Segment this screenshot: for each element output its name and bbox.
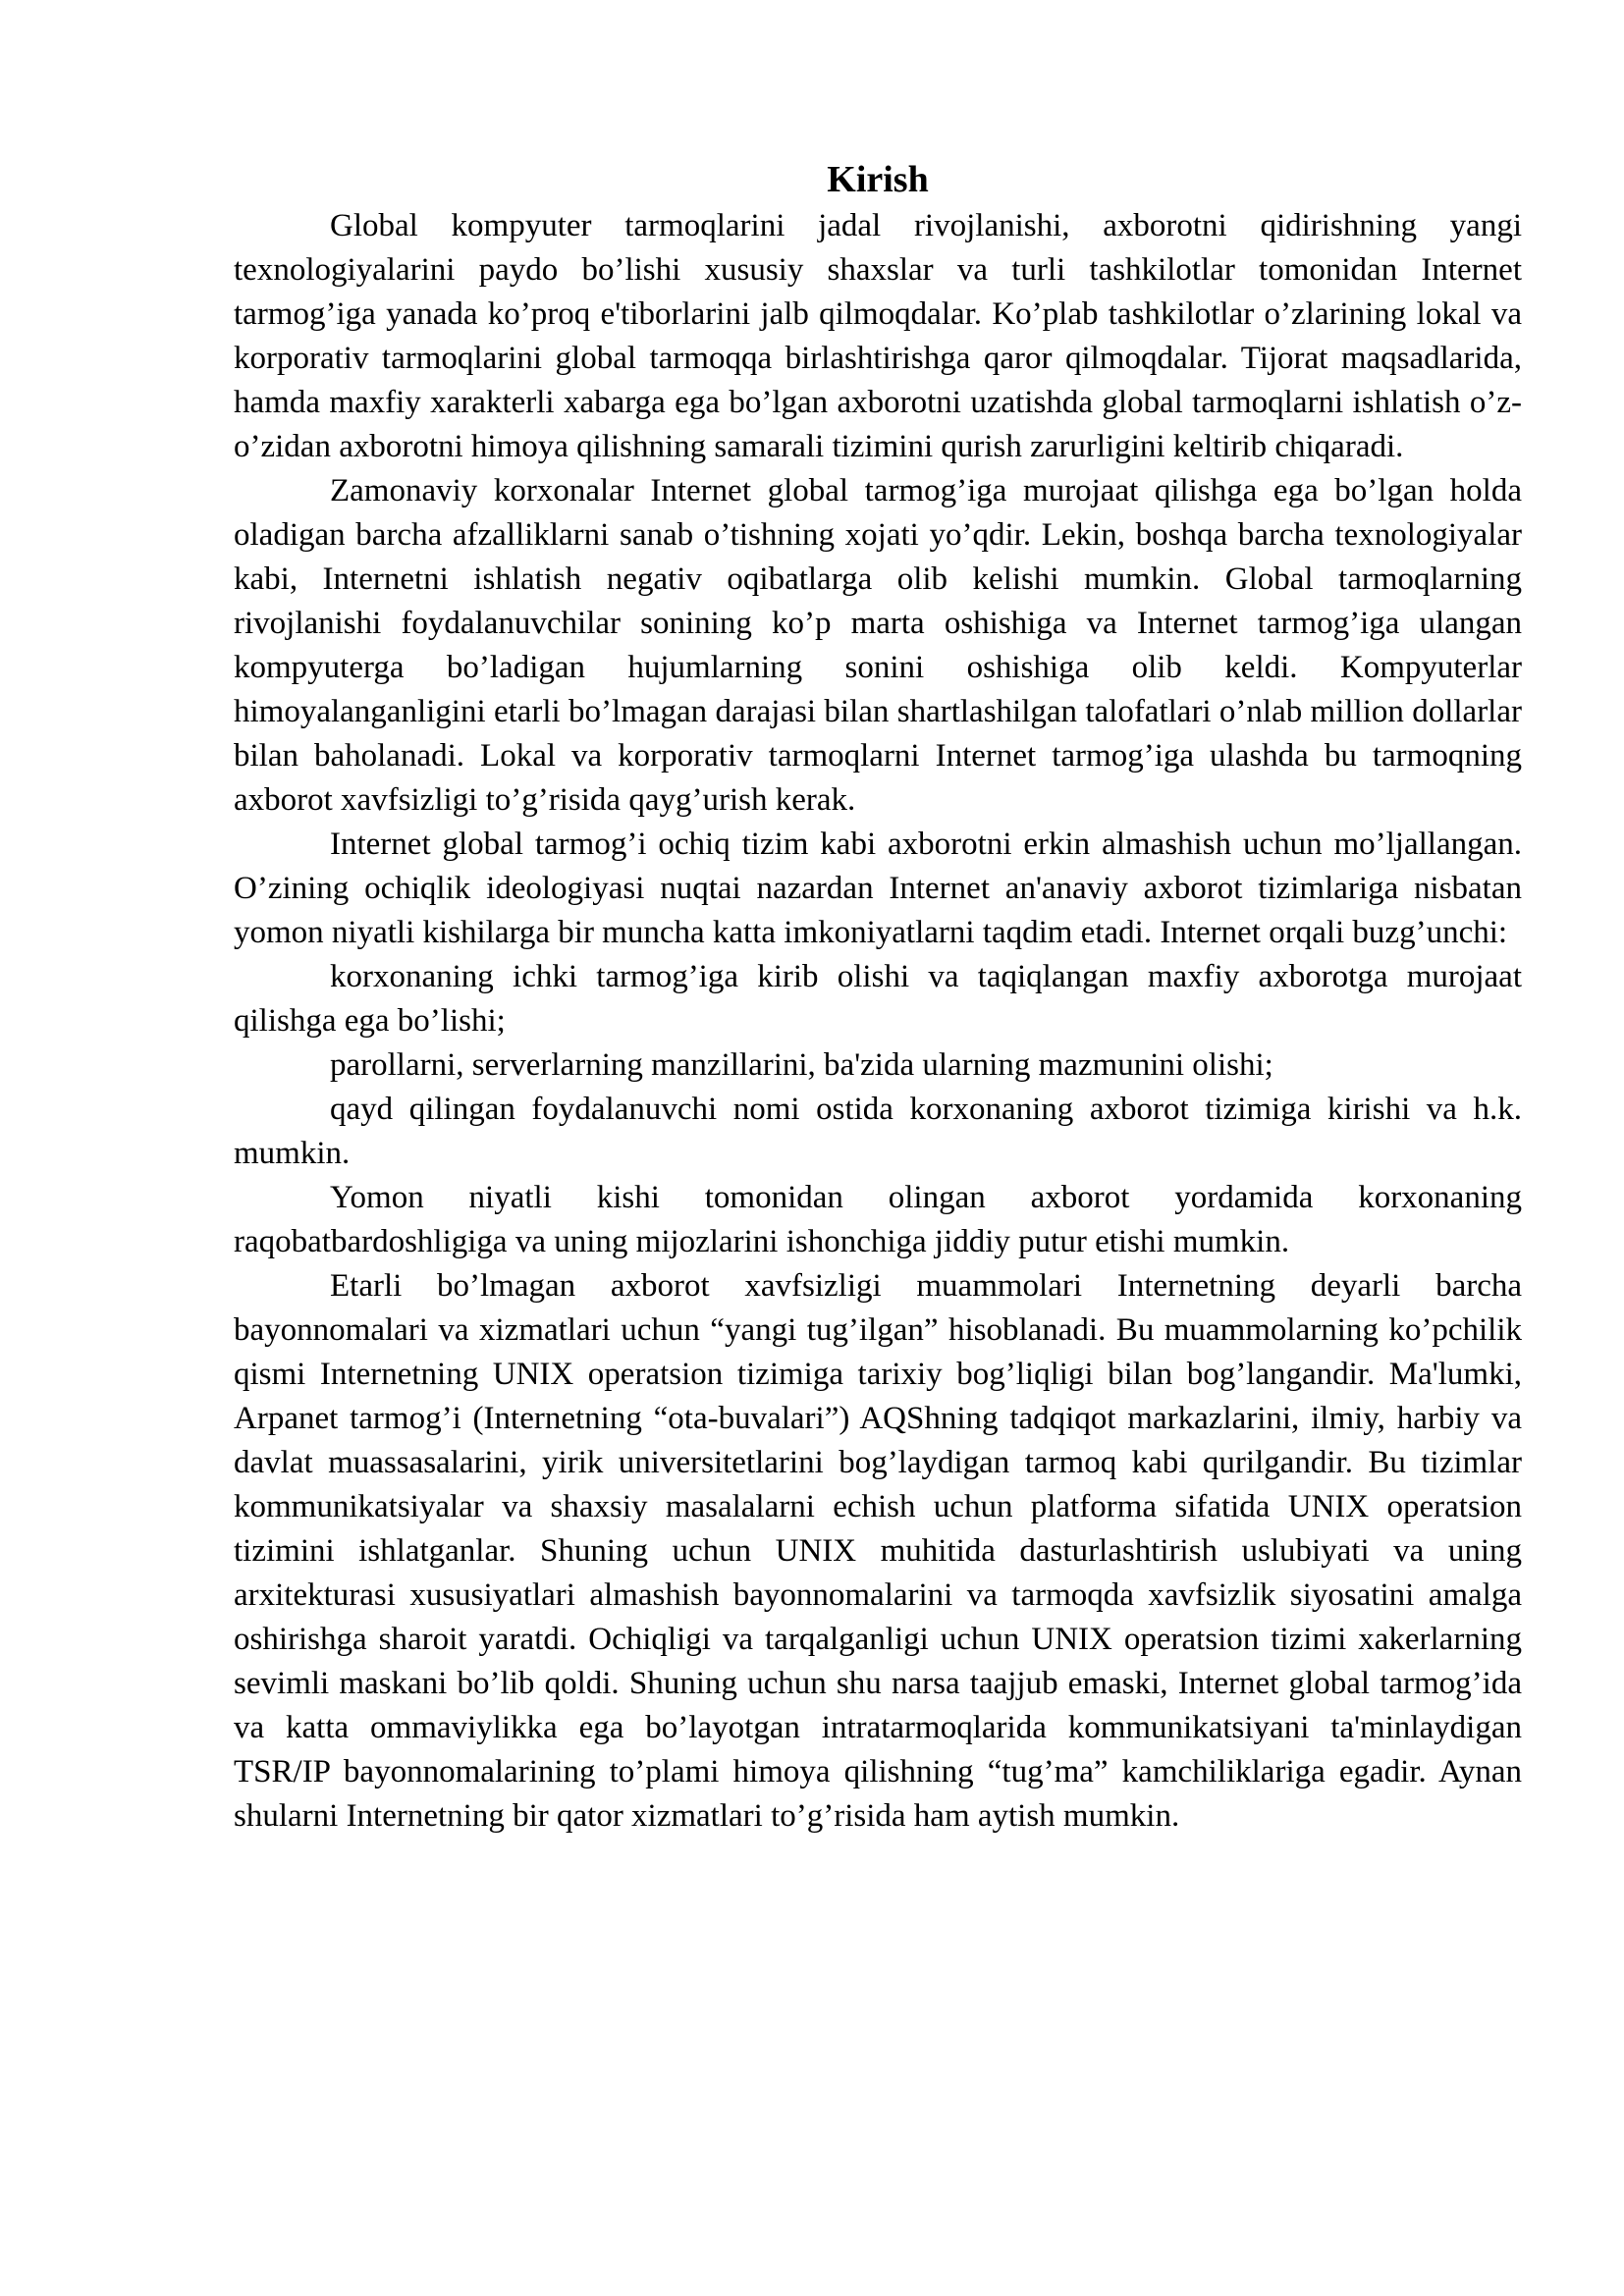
list-item-1: korxonaning ichki tarmog’iga kirib olishi va taqiqlangan maxfiy axborotga murojaat qilishga ega bo’lishi; — [234, 959, 1522, 1039]
paragraph-4: Yomon niyatli kishi tomonidan olingan axborot yordamida korxonaning raqobatbardoshligiga va uning mijozlarini ishonchiga jiddiy putur etishi mumkin. — [234, 1180, 1522, 1259]
paragraph-5: Etarli bo’lmagan axborot xavfsizligi muammolari Internetning deyarli barcha bayonnomalari va xizmatlari uchun “yangi tug’ilgan” hisoblanadi. Bu muammolarning ko’pchilik qismi Internetning UNIX operatsion tizimiga tarixiy bog’liqligi bilan bog’langandir. Ma'lumki, Arpanet tarmog’i (Internetning “ota-buvalari”) AQShning tadqiqot markazlarini, ilmiy, harbiy va davlat muassasalarini, yirik universitetlarini bog’laydigan tarmoq kabi qurilgandir. Bu tizimlar kommunikatsiyalar va shaxsiy masalalarni echish uchun platforma sifatida UNIX operatsion tizimini ishlatganlar. Shuning uchun UNIX muhitida dasturlashtirish uslubiyati va uning arxitekturasi xususiyatlari almashish bayonnomalarini va tarmoqda xavfsizlik siyosatini amalga oshirishga sharoit yaratdi. Ochiqligi va tarqalganligi uchun UNIX operatsion tizimi xakerlarning sevimli maskani bo’lib qoldi. Shuning uchun shu narsa taajjub emaski, Internet global tarmog’ida va katta ommaviylikka ega bo’layotgan intratarmoqlarida kommunikatsiyani ta'minlaydigan TSR/IP bayonnomalarining to’plami himoya qilishning “tug’ma” kamchiliklariga egadir. Aynan shularni Internetning bir qator xizmatlari to’g’risida ham aytish mumkin. — [234, 1268, 1522, 1834]
paragraph-2: Zamonaviy korxonalar Internet global tarmog’iga murojaat qilishga ega bo’lgan holda oladigan barcha afzalliklarni sanab o’tishning xojati yo’qdir. Lekin, boshqa barcha texnologiyalar kabi, Internetni ishlatish negativ oqibatlarga olib kelishi mumkin. Global tarmoqlarning rivojlanishi foydalanuvchilar sonining ko’p marta oshishiga va Internet tarmog’iga ulangan kompyuterga bo’ladigan hujumlarning sonini oshishiga olib keldi. Kompyuterlar himoyalanganligini etarli bo’lmagan darajasi bilan shartlashilgan talofatlari o’nlab million dollarlar bilan baholanadi. Lokal va korporativ tarmoqlarni Internet tarmog’iga ulashda bu tarmoqning axborot xavfsizligi to’g’risida qayg’urish kerak. — [234, 473, 1522, 818]
paragraph-1: Global kompyuter tarmoqlarini jadal rivojlanishi, axborotni qidirishning yangi texnologiyalarini paydo bo’lishi xususiy shaxslar va turli tashkilotlar tomonidan Internet tarmog’iga yanada ko’proq e'tiborlarini jalb qilmoqdalar. Ko’plab tashkilotlar o’zlarining lokal va korporativ tarmoqlarini global tarmoqqa birlashtirishga qaror qilmoqdalar. Tijorat maqsadlarida, hamda maxfiy xarakterli xabarga ega bo’lgan axborotni uzatishda global tarmoqlarni ishlatish o’z-o’zidan axborotni himoya qilishning samarali tizimini qurish zarurligini keltirib chiqaradi. — [234, 208, 1522, 464]
list-item-2: parollarni, serverlarning manzillarini, ba'zida ularning mazmunini olishi; — [330, 1047, 1273, 1083]
paragraph-3: Internet global tarmog’i ochiq tizim kabi axborotni erkin almashish uchun mo’ljallangan. O’zining ochiqlik ideologiyasi nuqtai nazardan Internet an'anaviy axborot tizimlariga nisbatan yomon niyatli kishilarga bir muncha katta imkoniyatlarni taqdim etadi. Internet orqali buzg’unchi: — [234, 827, 1522, 950]
document-title: Kirish — [827, 159, 929, 200]
list-item-3: qayd qilingan foydalanuvchi nomi ostida korxonaning axborot tizimiga kirishi va h.k. mumkin. — [234, 1092, 1522, 1171]
document-page — [234, 155, 1522, 1839]
